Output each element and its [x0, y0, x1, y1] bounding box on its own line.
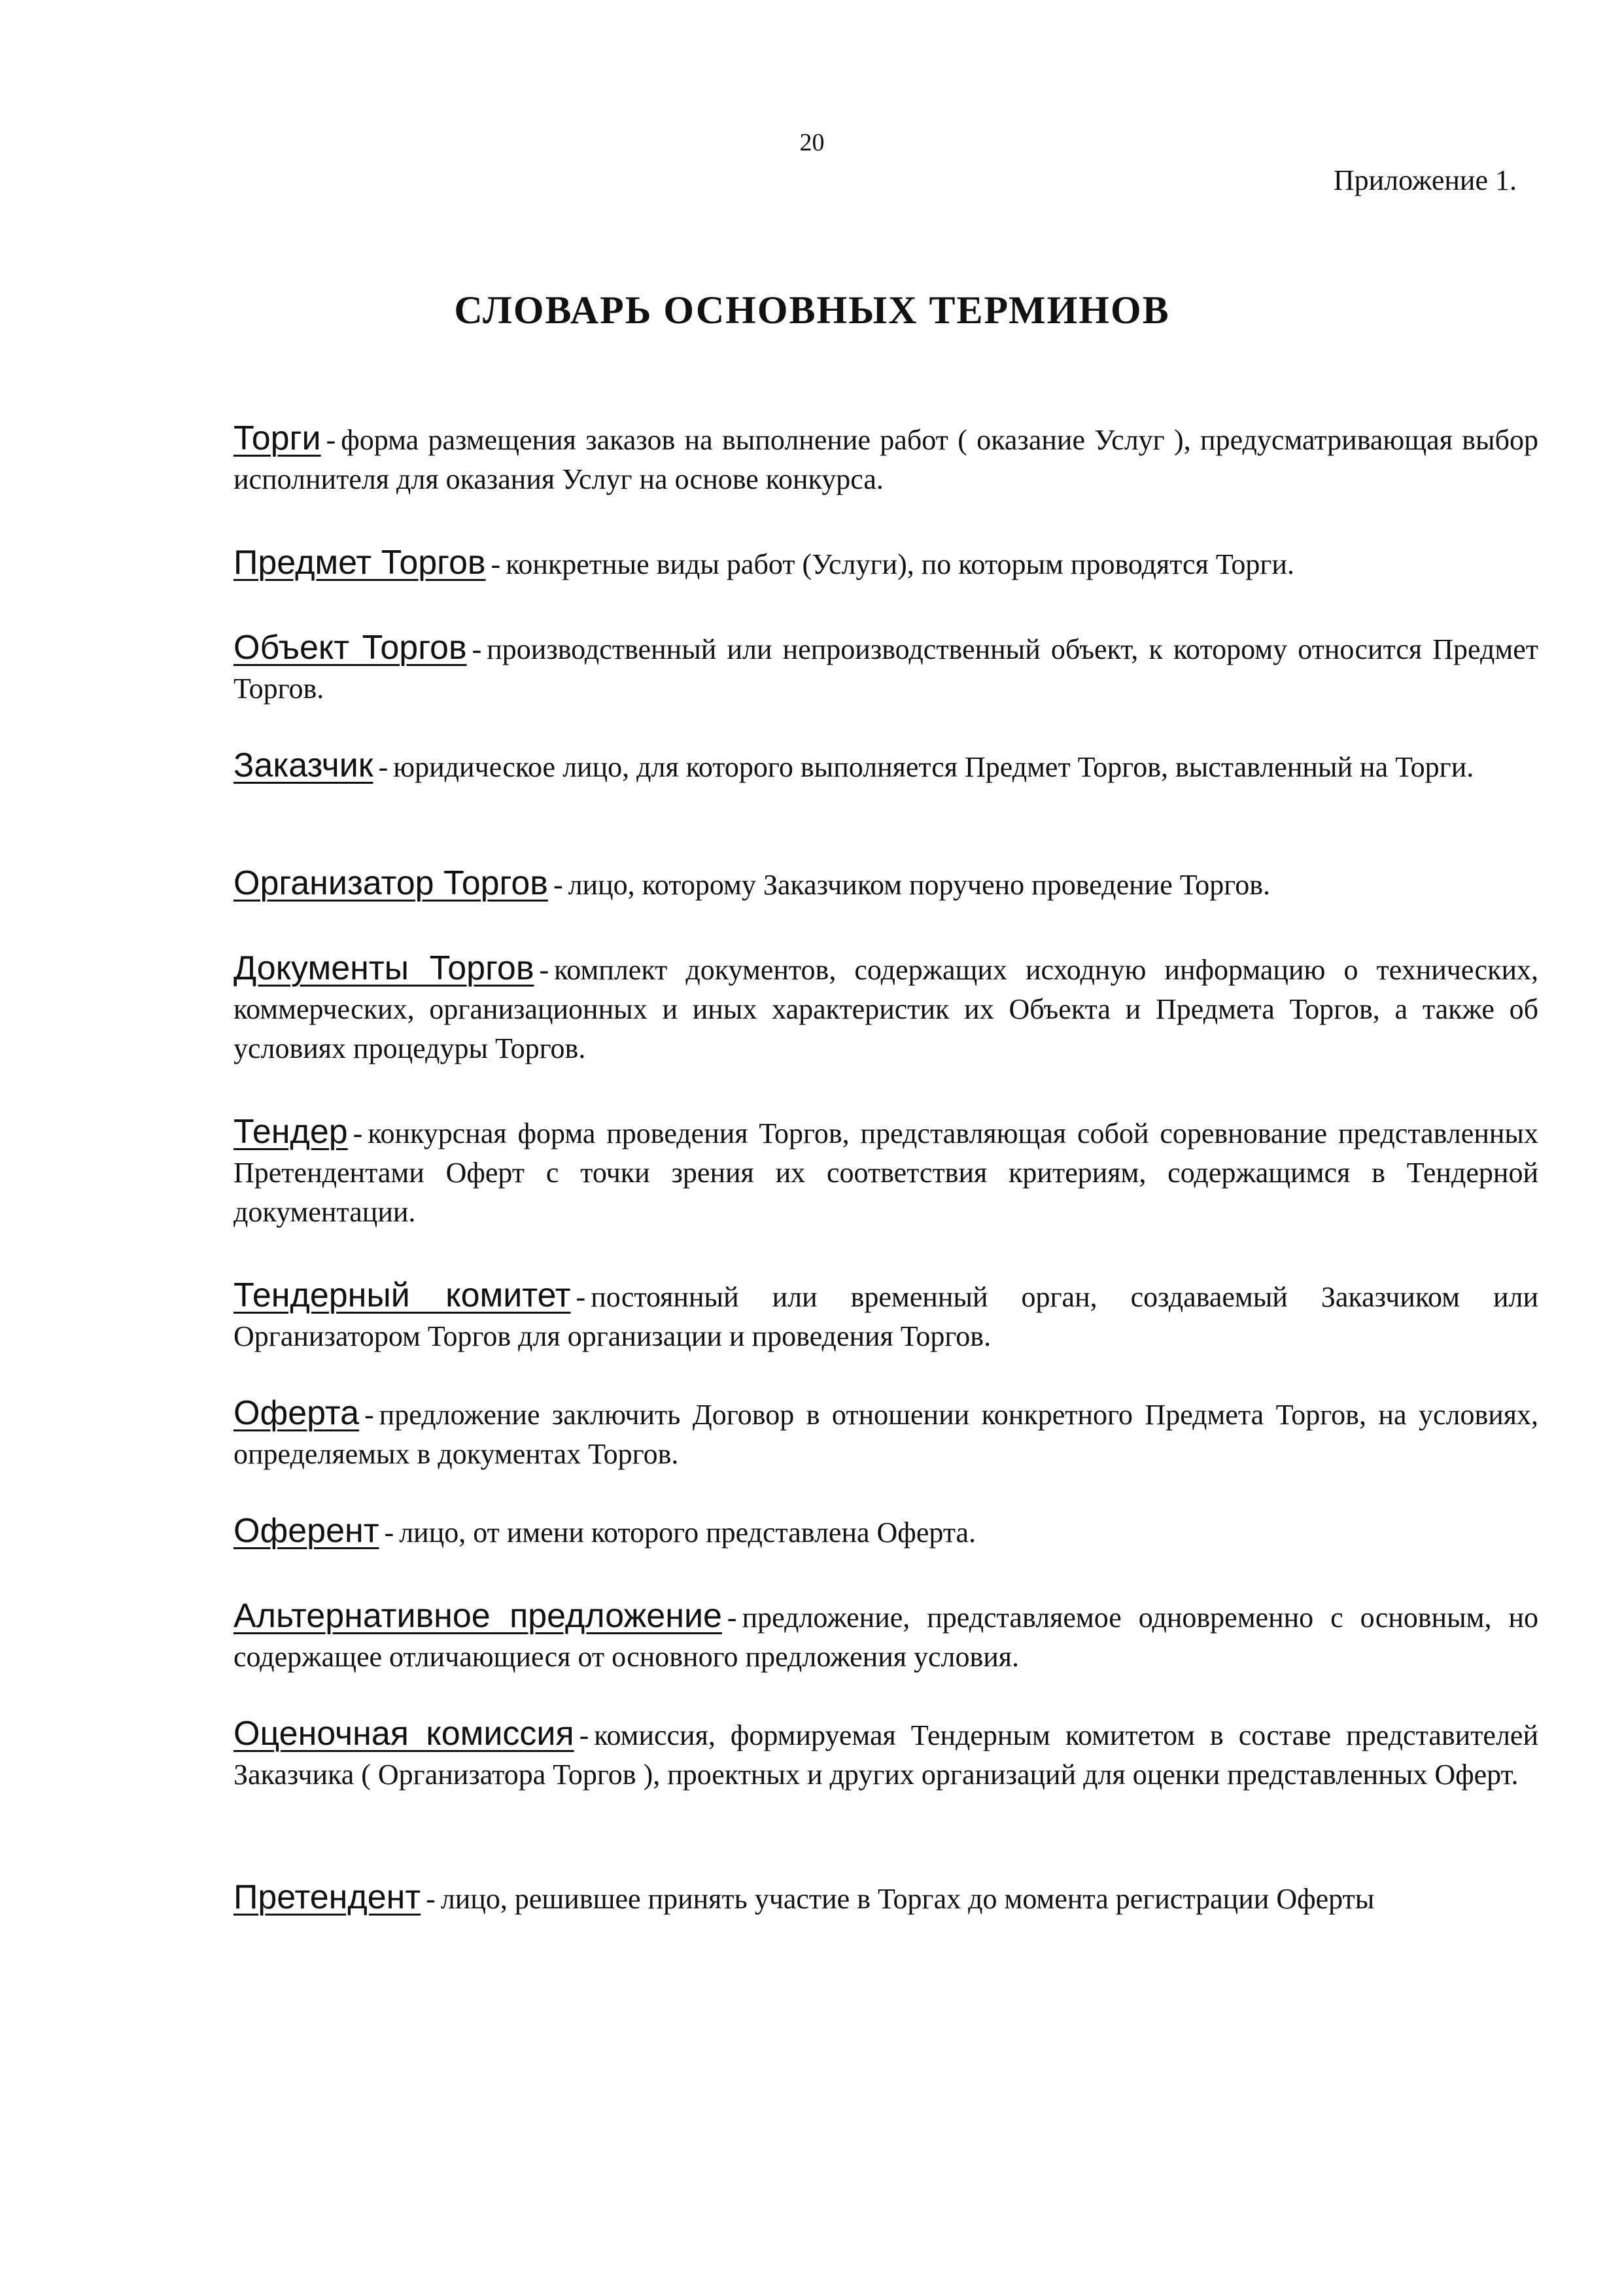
glossary-term: Оферент: [233, 1512, 379, 1550]
glossary-entry: Оценочная комиссия - комиссия, формируемая Тендерным комитетом в составе представителей Заказчика ( Организатора Торгов ), проектных и других организаций для оценки представленных Оферт.: [233, 1715, 1538, 1791]
glossary-term: Оферта: [233, 1394, 360, 1432]
glossary-entry: Документы Торгов - комплект документов, содержащих исходную информацию о технических, коммерческих, организационных и иных характеристик их Объекта и Предмета Торгов, а также об условиях процедуры Торгов.: [233, 949, 1538, 1064]
glossary-term: Заказчик: [233, 746, 373, 784]
glossary-term: Альтернативное предложение: [233, 1597, 722, 1635]
glossary-term: Объект Торгов: [233, 629, 467, 667]
glossary-definition: комплект документов, содержащих исходную информацию о технических, коммерческих, организационных и иных характеристик их Объекта и Предмета Торгов, а также об условиях процедуры Торгов.: [233, 954, 1538, 1064]
appendix-label: Приложение 1.: [1333, 164, 1517, 196]
glossary-definition: постоянный или временный орган, создаваемый Заказчиком или Организатором Торгов для организации и проведения Торгов.: [233, 1281, 1538, 1352]
glossary-entry: Торги - форма размещения заказов на выполнение работ ( оказание Услуг ), предусматривающая выбор исполнителя для оказания Услуг на основе конкурса.: [233, 419, 1538, 495]
glossary-entry: Претендент - лицо, решившее принять участие в Торгах до момента регистрации Оферты: [233, 1878, 1375, 1916]
glossary-term: Документы Торгов: [233, 949, 534, 987]
glossary-entry: Заказчик - юридическое лицо, для которого выполняется Предмет Торгов, выставленный на Торги.: [233, 746, 1474, 784]
glossary-entry: Предмет Торгов - конкретные виды работ (Услуги), по которым проводятся Торги.: [233, 544, 1294, 582]
glossary-term: Организатор Торгов: [233, 864, 548, 902]
glossary-term: Тендер: [233, 1113, 348, 1151]
glossary-term: Предмет Торгов: [233, 544, 486, 582]
glossary-term: Претендент: [233, 1878, 421, 1916]
glossary-definition: лицо, решившее принять участие в Торгах до момента регистрации Оферты: [440, 1883, 1375, 1915]
glossary-term: Торги: [233, 419, 321, 457]
glossary-definition: предложение заключить Договор в отношении конкретного Предмета Торгов, на условиях, определяемых в документах Торгов.: [233, 1399, 1538, 1470]
glossary-entry: Тендер - конкурсная форма проведения Торгов, представляющая собой соревнование представленных Претендентами Оферт с точки зрения их соответствия критериям, содержащимся в Тендерной документации.: [233, 1113, 1538, 1228]
glossary-definition: лицо, которому Заказчиком поручено проведение Торгов.: [568, 869, 1271, 901]
glossary-entry: Тендерный комитет - постоянный или временный орган, создаваемый Заказчиком или Организатором Торгов для организации и проведения Торгов.: [233, 1276, 1538, 1352]
glossary-entry: Альтернативное предложение - предложение, представляемое одновременно с основным, но содержащее отличающиеся от основного предложения условия.: [233, 1597, 1538, 1673]
glossary-definition: форма размещения заказов на выполнение работ ( оказание Услуг ), предусматривающая выбор исполнителя для оказания Услуг на основе конкурса.: [233, 424, 1538, 495]
glossary-definition: конкурсная форма проведения Торгов, представляющая собой соревнование представленных Претендентами Оферт с точки зрения их соответствия критериям, содержащимся в Тендерной документации.: [233, 1117, 1538, 1228]
glossary-entry: Объект Торгов - производственный или непроизводственный объект, к которому относится Предмет Торгов.: [233, 629, 1538, 705]
glossary-term: Оценочная комиссия: [233, 1715, 574, 1753]
glossary-entry: Оферент - лицо, от имени которого представлена Оферта.: [233, 1512, 976, 1550]
glossary-definition: лицо, от имени которого представлена Оферта.: [399, 1516, 976, 1549]
glossary-definition: конкретные виды работ (Услуги), по которым проводятся Торги.: [506, 548, 1294, 580]
page-number: 20: [799, 129, 825, 156]
glossary-entry: Организатор Торгов - лицо, которому Заказчиком поручено проведение Торгов.: [233, 864, 1271, 902]
glossary-entry: Оферта - предложение заключить Договор в отношении конкретного Предмета Торгов, на условиях, определяемых в документах Торгов.: [233, 1394, 1538, 1470]
page-title: СЛОВАРЬ ОСНОВНЫХ ТЕРМИНОВ: [454, 289, 1170, 332]
glossary-definition: комиссия, формируемая Тендерным комитетом в составе представителей Заказчика ( Организатора Торгов ), проектных и других организаций для оценки представленных Оферт.: [233, 1719, 1538, 1791]
glossary-definition: производственный или непроизводственный объект, к которому относится Предмет Торгов.: [233, 633, 1538, 705]
glossary-definition: юридическое лицо, для которого выполняется Предмет Торгов, выставленный на Торги.: [393, 751, 1474, 783]
glossary-definition: предложение, представляемое одновременно с основным, но содержащее отличающиеся от основного предложения условия.: [233, 1602, 1538, 1673]
glossary-term: Тендерный комитет: [233, 1276, 571, 1314]
